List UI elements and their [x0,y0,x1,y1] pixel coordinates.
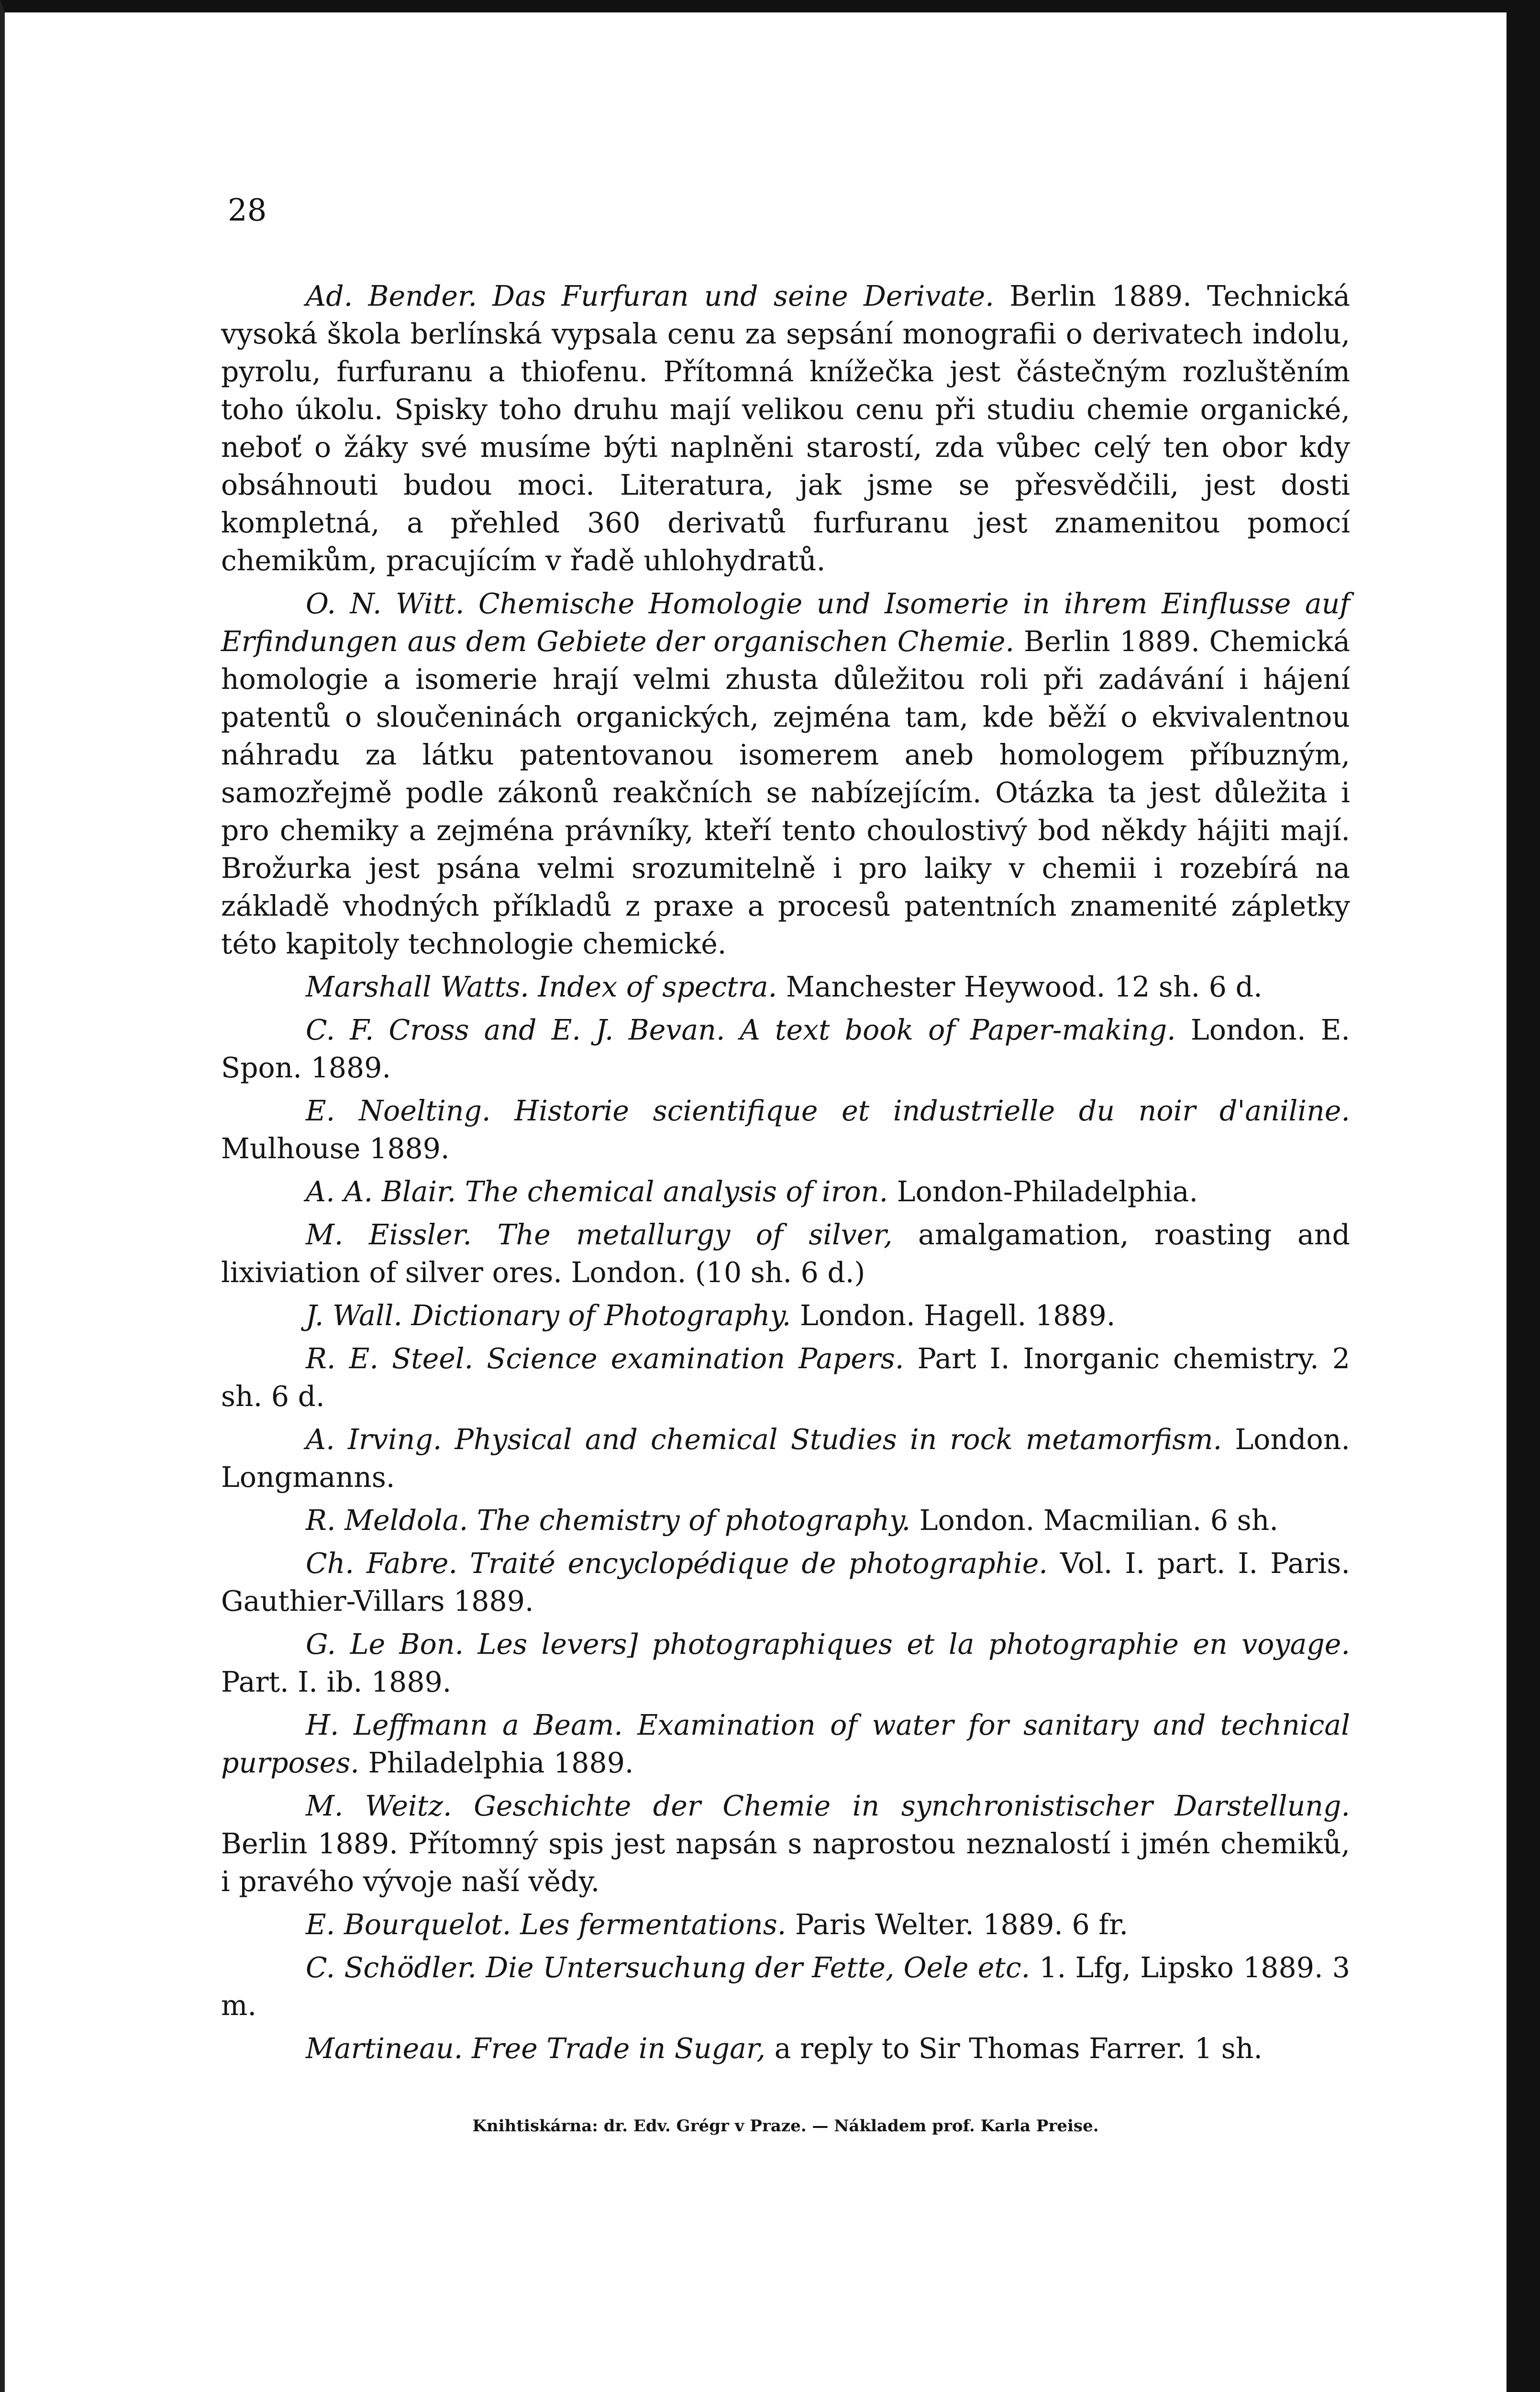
entry-text: Philadelphia 1889. [368,1747,634,1779]
entry-title: Free Trade in Sugar, [472,2032,766,2065]
entry-author: Marshall Watts. [306,971,529,1003]
entry-author: Martineau. [306,2032,463,2065]
entry-author: A. Irving. [306,1423,442,1456]
entry-text: Part. I. ib. 1889. [221,1666,452,1698]
entry-author: Ch. Fabre. [306,1547,458,1580]
bibliography-entry [221,1787,1350,1901]
entry-title: Chemische Homologie und Isomerie in ihrem Einflusse auf Erfindungen aus dem Gebiete der organischen Chemie. [221,587,1350,658]
bibliography-entry [221,1545,1350,1620]
page-number: 28 [228,193,267,228]
entry-text: a reply to Sir Thomas Farrer. 1 sh. [774,2032,1263,2065]
entry-text: Berlin 1889. Přítomný spis jest napsán s naprostou neznalostí i jmén chemiků, i pravého vývoje naší vědy. [221,1827,1350,1898]
entry-author: J. Wall. [306,1299,403,1332]
book-page [221,0,1350,2392]
entry-author: G. Le Bon. [306,1628,464,1661]
bibliography-entry [221,1906,1350,1944]
bibliography-entry [221,585,1350,963]
printer-imprint: Knihtiskárna: dr. Edv. Grégr v Praze. — Nákladem prof. Karla Preise. [472,2116,1099,2136]
entry-title: Les fermentations. [520,1908,787,1941]
entry-title: Das Furfuran und seine Derivate. [492,280,994,312]
entry-title: The chemistry of photography. [476,1504,911,1537]
entry-author: E. Bourquelot. [306,1908,511,1941]
bibliography-entry [221,1706,1350,1782]
bibliography-entry [221,1297,1350,1335]
bibliography-entry [221,1173,1350,1211]
entry-text: London. Macmilian. 6 sh. [919,1504,1278,1537]
entry-title: Traité encyclopédique de photographie. [470,1547,1048,1580]
entry-title: Historie scientifique et industrielle du noir d'aniline. [514,1095,1350,1127]
entry-author: R. Meldola. [306,1504,468,1537]
bibliography-entry [221,1216,1350,1292]
entry-title: The chemical analysis of iron. [465,1175,888,1208]
entry-author: R. E. Steel. [306,1342,474,1375]
entry-text: amalgamation, roasting and lixiviation of silver ores. London. (10 sh. 6 d.) [221,1218,1350,1289]
entry-author: A. A. Blair. [306,1175,456,1208]
bibliography-entry [221,277,1350,580]
entry-text: Paris Welter. 1889. 6 fr. [795,1908,1129,1941]
entry-text: London. Hagell. 1889. [800,1299,1116,1332]
entry-text: Vol. I. part. I. Paris. Gauthier-Villars 1889. [221,1547,1350,1617]
entry-title: Die Untersuchung der Fette, Oele etc. [486,1951,1030,1984]
entry-title: Science examination Papers. [487,1342,904,1375]
entry-author: M. Weitz. [306,1790,452,1822]
entry-text: Berlin 1889. Chemická homologie a isomerie hrají velmi zhusta důležitou roli při zadávání i hájení patentů o sloučeninách organických, zejména tam, kde běží o ekvivalentnou náhradu za látku patentovanou isomerem aneb homologem příbuzným, samozřejmě podle zákonů reakčních se nabízejícím. Otázka ta jest důležita i pro chemiky a zejména právníky, kteří tento choulostivý bod někdy hájiti mají. Brožurka jest psána velmi srozumitelně i pro laiky v chemii i rozebírá na základě vhodných příkladů z praxe a procesů patentních znamenité zápletky této kapitoly technologie chemické. [221,625,1350,960]
entry-author: E. Noelting. [306,1095,491,1127]
entry-author: H. Leffmann a Beam. [306,1709,623,1741]
entry-title: Dictionary of Photography. [411,1299,791,1332]
entry-text: Manchester Heywood. 12 sh. 6 d. [786,971,1263,1003]
entry-title: Index of spectra. [538,971,777,1003]
entry-text: London. Longmanns. [221,1423,1350,1494]
bibliography-entry [221,2030,1350,2068]
entry-text: London. E. Spon. 1889. [221,1014,1350,1084]
entry-text: London-Philadelphia. [897,1175,1198,1208]
bibliography-entry [221,1502,1350,1539]
bibliography-entry [221,1421,1350,1496]
entry-title: Les levers] photographiques et la photographie en voyage. [477,1628,1350,1661]
entry-author: Ad. Bender. [306,280,477,312]
bibliography-list [221,277,1350,2073]
bibliography-entry [221,1011,1350,1087]
entry-title: A text book of Paper-making. [740,1014,1176,1046]
bibliography-entry [221,1949,1350,2025]
entry-text: 1. Lfg, Lipsko 1889. 3 m. [221,1951,1350,2022]
entry-text: Berlin 1889. Technická vysoká škola berlínská vypsala cenu za sepsání monografii o derivatech indolu, pyrolu, furfuranu a thiofenu. Přítomná knížečka jest částečným rozluštěním toho úkolu. Spisky toho druhu mají velikou cenu při studiu chemie organické, neboť o žáky své musíme býti naplněni starostí, zda vůbec celý ten obor kdy obsáhnouti budou moci. Literatura, jak jsme se přesvědčili, jest dosti kompletná, a přehled 360 derivatů furfuranu jest znamenitou pomocí chemikům, pracujícím v řadě uhlohydratů. [221,280,1350,577]
entry-title: Geschichte der Chemie in synchronistischer Darstellung. [474,1790,1350,1822]
entry-title: Examination of water for sanitary and technical purposes. [221,1709,1350,1779]
entry-author: O. N. Witt. [306,587,465,620]
entry-text: Mulhouse 1889. [221,1132,450,1165]
bibliography-entry [221,1092,1350,1168]
entry-title: Physical and chemical Studies in rock metamorfism. [454,1423,1222,1456]
entry-author: C. F. Cross and E. J. Bevan. [306,1014,725,1046]
entry-author: M. Eissler. [306,1218,472,1251]
bibliography-entry [221,1340,1350,1416]
entry-title: The metallurgy of silver, [497,1218,893,1251]
bibliography-entry [221,1626,1350,1701]
bibliography-entry [221,968,1350,1006]
entry-author: C. Schödler. [306,1951,477,1984]
entry-text: Part I. Inorganic chemistry. 2 sh. 6 d. [221,1342,1350,1413]
